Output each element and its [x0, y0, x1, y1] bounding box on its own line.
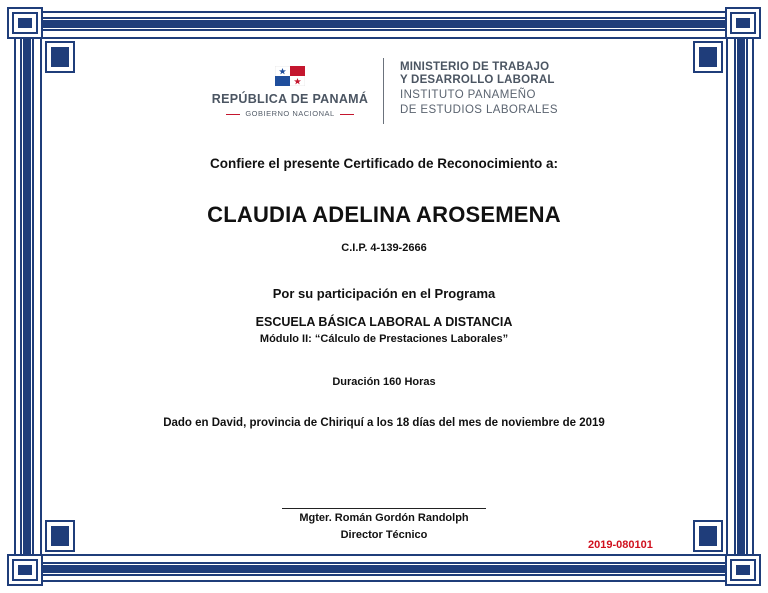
signature-line — [282, 508, 486, 509]
certificate-header — [0, 58, 768, 128]
panama-flag-icon — [275, 66, 305, 86]
government-subtitle-text: GOBIERNO NACIONAL — [245, 109, 335, 118]
ministry-logo — [400, 61, 600, 117]
confiere-text: Confiere el presente Certificado de Reconocimiento a: — [209, 156, 559, 171]
participation-text: Por su participación en el Programa — [272, 286, 496, 301]
duration-text: Duración 160 Horas — [332, 376, 436, 388]
issued-text: Dado en David, provincia de Chiriquí a los 18 días del mes de noviembre de 2019 — [163, 417, 605, 429]
institute-line-2: DE ESTUDIOS LABORALES — [400, 104, 558, 116]
signer-name: Mgter. Román Gordón Randolph — [299, 512, 469, 524]
signer-title: Director Técnico — [340, 529, 428, 541]
government-name: REPÚBLICA DE PANAMÁ — [211, 92, 369, 106]
ministry-line-1: MINISTERIO DE TRABAJO — [400, 61, 550, 73]
recipient-name: CLAUDIA ADELINA AROSEMENA — [207, 202, 561, 227]
module-name: Módulo II: “Cálculo de Prestaciones Laborales” — [259, 333, 509, 345]
program-name: ESCUELA BÁSICA LABORAL A DISTANCIA — [255, 315, 513, 329]
red-dash-right — [340, 114, 354, 115]
institute-line-1: INSTITUTO PANAMEÑO — [400, 89, 536, 101]
certificate-code: 2019-080101 — [588, 539, 653, 551]
header-divider — [383, 58, 384, 124]
ministry-line-2: Y DESARROLLO LABORAL — [400, 74, 555, 86]
government-logo — [200, 66, 380, 118]
red-dash-left — [226, 114, 240, 115]
government-subtitle — [200, 109, 380, 118]
recipient-cip: C.I.P. 4-139-2666 — [341, 242, 427, 254]
